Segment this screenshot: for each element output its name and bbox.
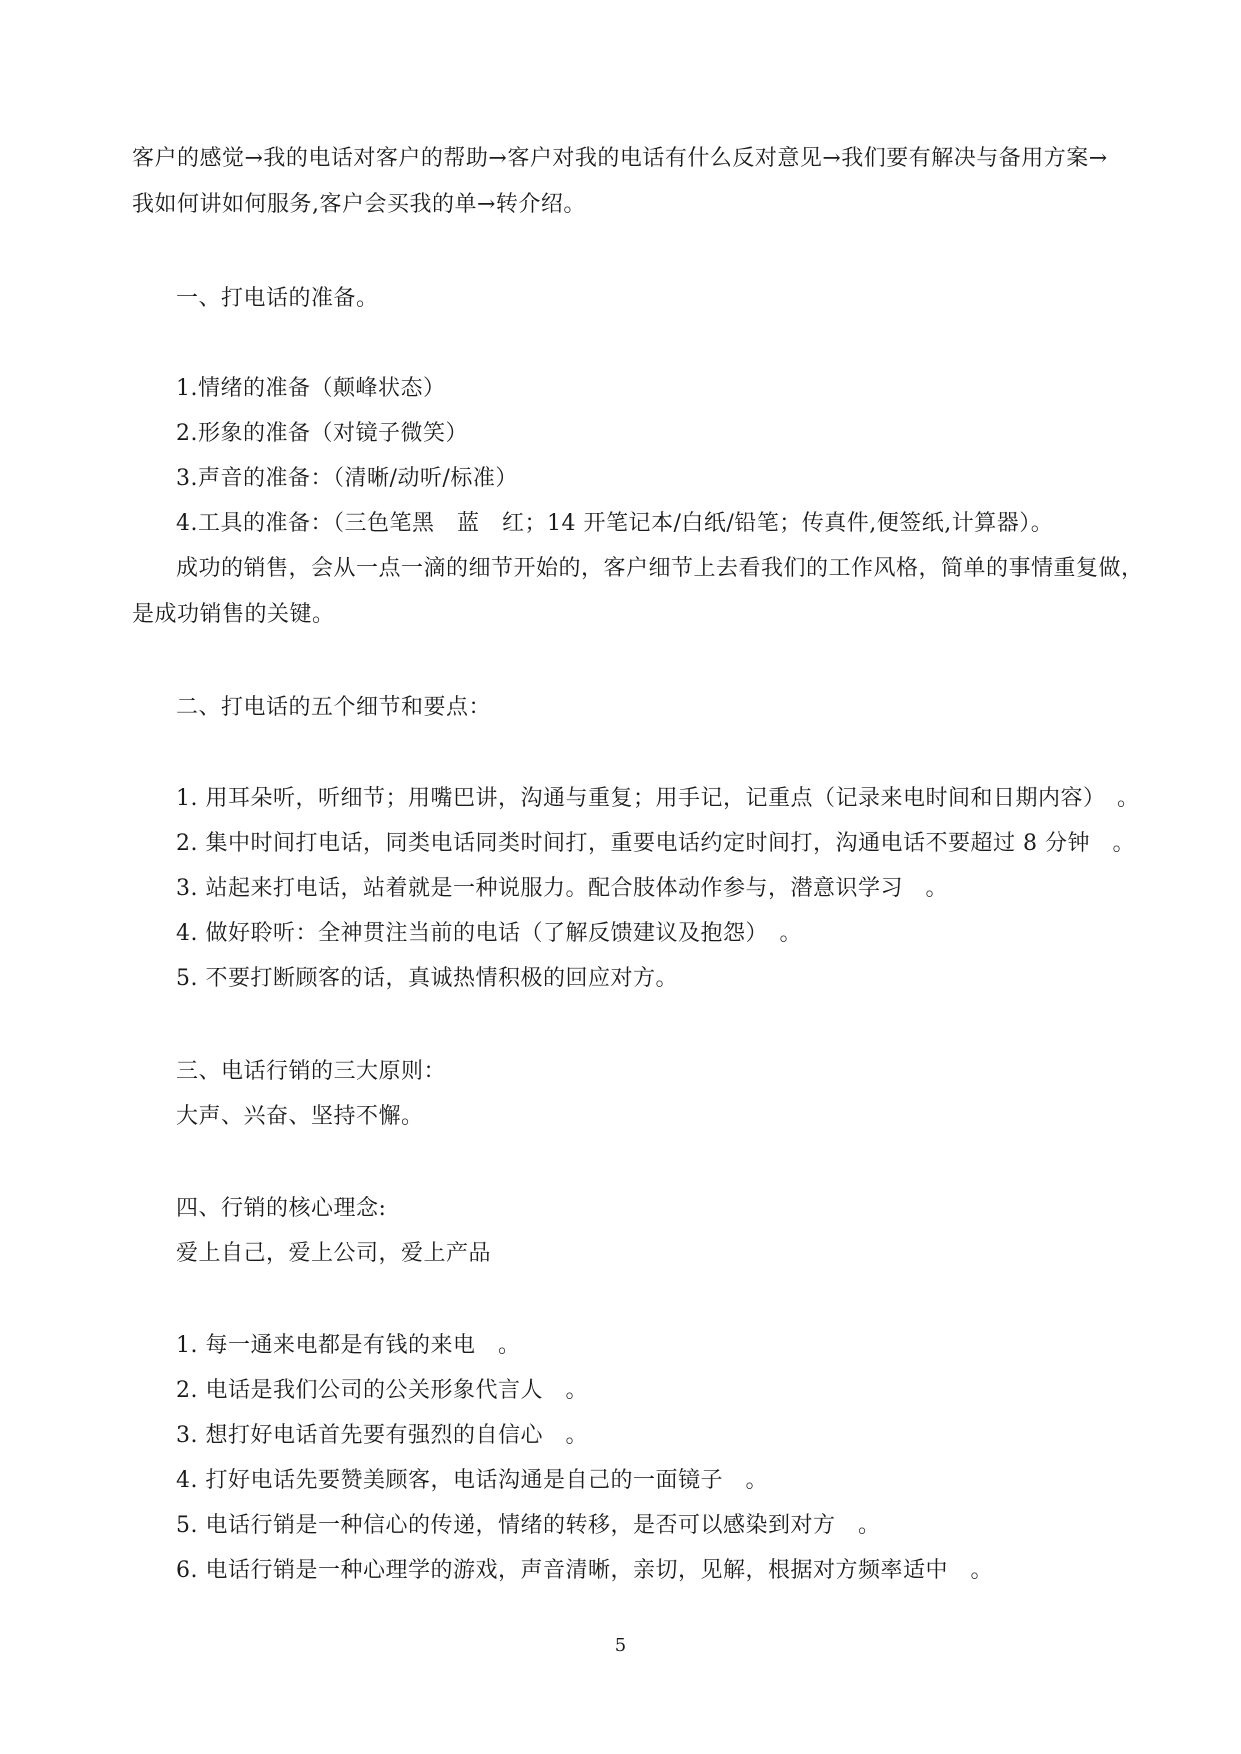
section-2-heading: 二、打电话的五个细节和要点：: [176, 695, 492, 720]
section-4-item: 4. 打好电话先要赞美顾客，电话沟通是自己的一面镜子 。: [176, 1468, 768, 1493]
section-1-heading: 一、打电话的准备。: [176, 286, 379, 311]
section-4-item: 3. 想打好电话首先要有强烈的自信心 。: [176, 1423, 588, 1448]
section-2-item: 3. 站起来打电话，站着就是一种说服力。配合肢体动作参与，潜意识学习 。: [176, 876, 948, 901]
section-2-item: 1. 用耳朵听，听细节；用嘴巴讲，沟通与重复；用手记，记重点（记录来电时间和日期内容） 。: [176, 786, 1140, 811]
page-number: 5: [614, 1635, 627, 1656]
section-1-item: 3.声音的准备：（清晰/动听/标准）: [176, 466, 518, 491]
section-1-item: 2.形象的准备（对镜子微笑）: [176, 421, 468, 446]
intro-line-1: 客户的感觉→我的电话对客户的帮助→客户对我的电话有什么反对意见→我们要有解决与备用方案→: [132, 146, 1108, 171]
section-4-item: 5. 电话行销是一种信心的传递，情绪的转移，是否可以感染到对方 。: [176, 1513, 881, 1538]
section-3-body: 大声、兴奋、坚持不懈。: [176, 1104, 424, 1129]
section-4-item: 1. 每一通来电都是有钱的来电 。: [176, 1333, 521, 1358]
section-4-body: 爱上自己，爱上公司，爱上产品: [176, 1241, 492, 1266]
section-4-item: 2. 电话是我们公司的公关形象代言人 。: [176, 1378, 588, 1403]
section-1-item: 1.情绪的准备（颠峰状态）: [176, 376, 446, 401]
section-2-item: 5. 不要打断顾客的话，真诚热情积极的回应对方。: [176, 966, 678, 991]
section-4-item: 6. 电话行销是一种心理学的游戏，声音清晰，亲切，见解，根据对方频率适中 。: [176, 1558, 993, 1583]
section-2-item: 2. 集中时间打电话，同类电话同类时间打，重要电话约定时间打，沟通电话不要超过 8 分钟 。: [176, 831, 1135, 856]
section-4-heading: 四、行销的核心理念:: [176, 1196, 387, 1221]
section-1-paragraph-line-1: 成功的销售，会从一点一滴的细节开始的，客户细节上去看我们的工作风格，简单的事情重复做，: [176, 556, 1144, 581]
intro-line-2: 我如何讲如何服务,客户会买我的单→转介绍。: [132, 192, 586, 217]
section-1-item: 4.工具的准备：（三色笔黑 蓝 红；14 开笔记本/白纸/铅笔；传真件,便签纸,计算器）。: [176, 511, 1054, 536]
section-2-item: 4. 做好聆听：全神贯注当前的电话（了解反馈建议及抱怨） 。: [176, 921, 802, 946]
section-3-heading: 三、电话行销的三大原则：: [176, 1059, 447, 1084]
section-1-paragraph-line-2: 是成功销售的关键。: [132, 602, 335, 627]
